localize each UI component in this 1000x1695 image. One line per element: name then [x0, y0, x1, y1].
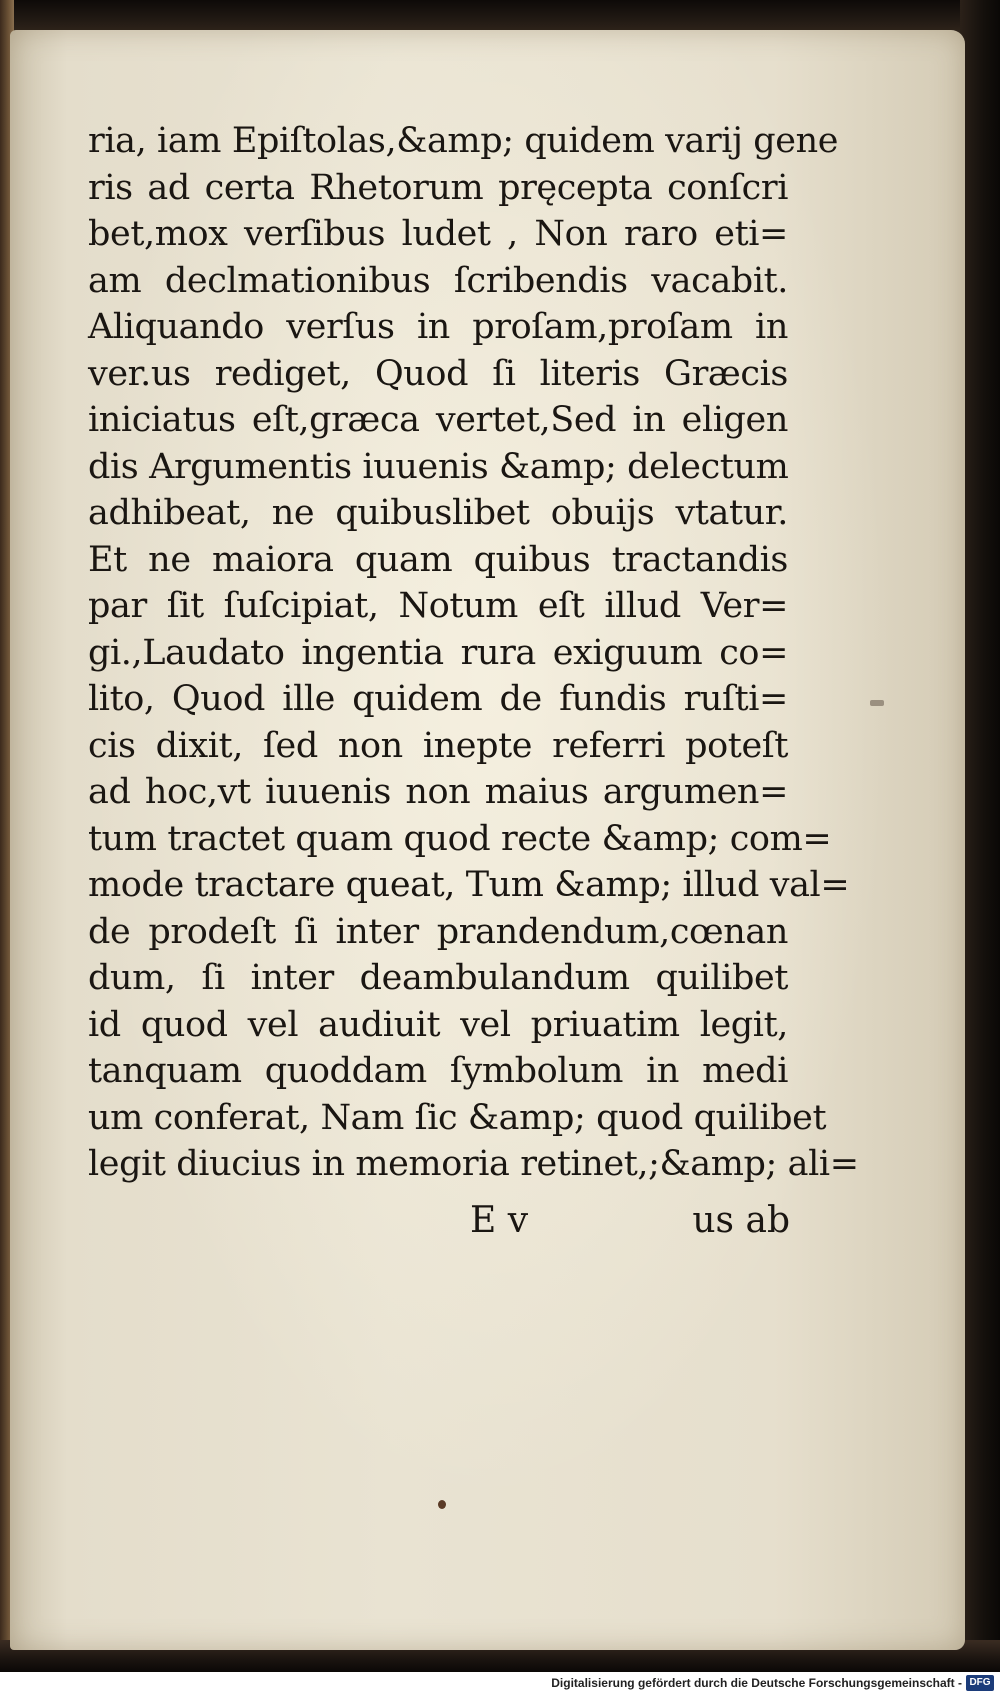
text-line: tanquam quoddam ſymbolum in medi — [88, 1051, 788, 1091]
text-line: tum tractet quam quod recte &amp; com= — [88, 818, 832, 859]
text-line: dum, ſi inter deambulandum quilibet — [88, 958, 788, 998]
catchword: us ab — [692, 1200, 790, 1241]
text-line: am declmationibus ſcribendis vacabit. — [88, 260, 788, 301]
text-line: adhibeat, ne quibuslibet obuijs vtatur. — [88, 493, 788, 533]
text-line: Aliquando verſus in proſam,proſam in — [88, 307, 788, 347]
text-line: id quod vel audiuit vel priuatim legit, — [88, 1004, 788, 1045]
text-line: ris ad certa Rhetorum pręcepta conſcri — [88, 167, 788, 208]
text-line: um conferat, Nam ſic &amp; quod quilibet — [88, 1097, 827, 1138]
text-line: ria, iam Epiſtolas,&amp; quidem varij gene — [88, 121, 839, 161]
text-line: de prodeſt ſi inter prandendum,cœnan — [88, 911, 788, 952]
text-line: gi.,Laudato ingentia rura exiguum co= — [88, 632, 788, 673]
text-line: mode tractare queat, Tum &amp; illud val= — [88, 865, 850, 905]
right-dark-edge — [960, 0, 1000, 1670]
footer-bar — [0, 1672, 1000, 1695]
text-line: dis Argumentis iuuenis &amp; delectum — [88, 446, 789, 487]
footer-credit: Digitalisierung gefördert durch die Deutsche Forschungsgemeinschaft - — [551, 1676, 962, 1690]
margin-speck — [870, 700, 884, 706]
book-page — [10, 30, 965, 1650]
signature-mark: E v — [470, 1200, 529, 1241]
text-line: cis dixit, ſed non inepte referri poteſt — [88, 725, 788, 766]
text-line: bet,mox verſibus ludet , Non raro eti= — [88, 214, 788, 254]
text-block — [88, 118, 859, 1188]
text-line: Et ne maiora quam quibus tractandis — [88, 539, 788, 580]
text-line: legit diucius in memoria retinet,;&amp; ali= — [88, 1144, 859, 1184]
catchline — [470, 1200, 790, 1250]
text-line: par ſit ſuſcipiat, Notum eſt illud Ver= — [88, 586, 788, 626]
text-line: lito, Quod ille quidem de fundis ruſti= — [88, 679, 788, 719]
dfg-logo: DFG — [966, 1675, 994, 1691]
text-line: ad hoc,vt iuuenis non maius argumen= — [88, 772, 788, 812]
text-line: ver.us rediget, Quod ſi literis Græcis — [88, 353, 788, 394]
text-line: iniciatus eſt,græca vertet,Sed in eligen — [88, 400, 788, 440]
ink-speck — [438, 1500, 446, 1509]
